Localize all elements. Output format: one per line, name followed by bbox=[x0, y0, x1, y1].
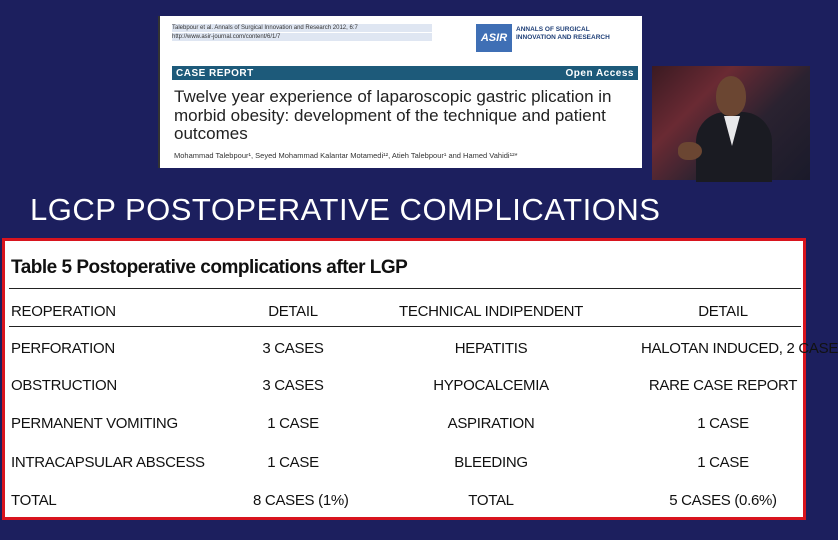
header-cell: DETAIL bbox=[698, 303, 748, 320]
citation-line-1: Talebpour et al. Annals of Surgical Innovation and Research 2012, 6:7 bbox=[172, 24, 432, 32]
table-cell: ASPIRATION bbox=[447, 415, 535, 432]
speaker-photo bbox=[652, 66, 810, 180]
table-cell: OBSTRUCTION bbox=[11, 377, 117, 394]
table-cell: PERFORATION bbox=[11, 340, 115, 357]
table-cell: 3 CASES bbox=[262, 377, 324, 394]
table-cell: 1 CASE bbox=[697, 454, 749, 471]
photo-head bbox=[716, 76, 746, 116]
citation-line-2: http://www.asir-journal.com/content/6/1/7 bbox=[172, 33, 432, 41]
photo-hand bbox=[678, 142, 702, 160]
slide-title: LGCP POSTOPERATIVE COMPLICATIONS bbox=[30, 192, 661, 227]
journal-name-line-1: ANNALS OF SURGICAL bbox=[516, 26, 590, 33]
paper-title: Twelve year experience of laparoscopic gastric plication in morbid obesity: development of the technique and patient outcomes bbox=[174, 87, 612, 143]
table-top-rule bbox=[9, 288, 801, 289]
table-cell: RARE CASE REPORT bbox=[648, 377, 798, 394]
section-label: CASE REPORT bbox=[176, 67, 254, 79]
table-header-row bbox=[9, 303, 801, 327]
table-cell: 8 CASES (1%) bbox=[253, 492, 349, 509]
table-row bbox=[9, 415, 801, 439]
header-cell: DETAIL bbox=[268, 303, 318, 320]
table-cell: 3 CASES bbox=[262, 340, 324, 357]
access-label: Open Access bbox=[565, 67, 634, 79]
table-cell: INTRACAPSULAR ABSCESS bbox=[11, 454, 205, 471]
journal-name-line-2: INNOVATION AND RESEARCH bbox=[516, 34, 610, 41]
table-cell: TOTAL bbox=[468, 492, 514, 509]
table-cell: BLEEDING bbox=[454, 454, 528, 471]
table-cell: HYPOCALCEMIA bbox=[433, 377, 549, 394]
complications-table bbox=[2, 238, 838, 520]
table-cell: HEPATITIS bbox=[454, 340, 528, 357]
table-cell: TOTAL bbox=[11, 492, 57, 509]
header-cell: TECHNICAL INDIPENDENT bbox=[399, 303, 583, 320]
paper-header-image bbox=[158, 16, 642, 168]
table-row bbox=[9, 454, 801, 478]
paper-citation bbox=[172, 24, 432, 42]
table-cell: 5 CASES (0.6%) bbox=[669, 492, 777, 509]
table-header-rule bbox=[9, 326, 801, 327]
journal-name bbox=[516, 26, 646, 42]
table-row bbox=[9, 340, 838, 364]
table-caption: Table 5 Postoperative complications after LGP bbox=[11, 257, 408, 278]
asir-logo: ASIR bbox=[476, 24, 512, 52]
table-cell: 1 CASE bbox=[267, 454, 319, 471]
table-cell: 1 CASE bbox=[697, 415, 749, 432]
table-total-row bbox=[9, 492, 801, 516]
table-row bbox=[9, 377, 801, 401]
header-cell: REOPERATION bbox=[11, 303, 116, 320]
table-cell: PERMANENT VOMITING bbox=[11, 415, 178, 432]
table-cell: HALOTAN INDUCED, 2 CASE bbox=[641, 340, 838, 357]
paper-authors: Mohammad Talebpour¹, Seyed Mohammad Kalantar Motamedi¹², Atieh Talebpour¹ and Hamed Vahidi¹²* bbox=[174, 151, 518, 160]
table-cell: 1 CASE bbox=[267, 415, 319, 432]
section-band bbox=[172, 66, 638, 80]
